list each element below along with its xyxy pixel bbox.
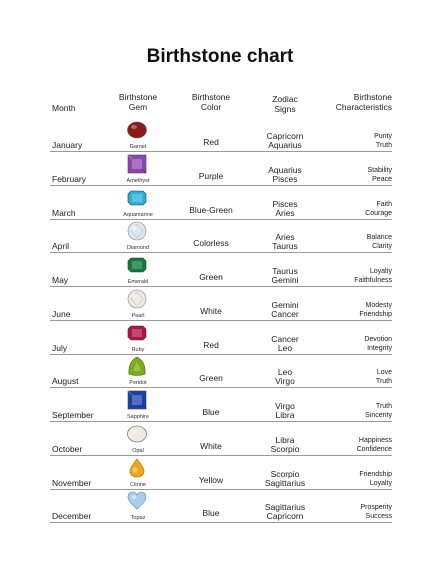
- characteristics-cell: [322, 503, 392, 521]
- color-cell: Colorless: [193, 238, 229, 249]
- header-month-label: Month: [52, 103, 76, 113]
- gem-name-cell: Peridot: [129, 380, 147, 387]
- table-row: [0, 388, 440, 422]
- characteristic: Truth: [375, 378, 392, 386]
- gem-icon: [127, 154, 147, 174]
- characteristic: Courage: [365, 209, 392, 217]
- zodiac-sign: Pisces: [272, 173, 298, 184]
- header-gem: [112, 92, 164, 112]
- table-row: [0, 219, 440, 253]
- characteristic: Success: [365, 513, 392, 521]
- month-cell: November: [52, 477, 92, 488]
- characteristic: Confidence: [356, 445, 392, 453]
- table-row: [0, 321, 440, 355]
- zodiac-sign: Capricorn: [266, 131, 304, 141]
- characteristic: Prosperity: [360, 504, 392, 512]
- characteristic: Loyalty: [369, 268, 392, 275]
- gem-icon: [127, 289, 147, 309]
- characteristic: Stability: [367, 166, 392, 174]
- zodiac-cell: [256, 368, 314, 386]
- characteristics-cell: [322, 470, 392, 488]
- zodiac-sign: Virgo: [275, 401, 295, 411]
- zodiac-cell: [256, 402, 314, 420]
- page-title: Birthstone chart: [146, 46, 294, 67]
- month-cell: October: [52, 443, 83, 454]
- table-row: [0, 152, 440, 186]
- gem-name-cell: Garnet: [129, 144, 147, 150]
- header-zodiac-line2: Signs: [274, 104, 296, 114]
- gem-name-cell: Diamond: [126, 245, 149, 252]
- header-zodiac-line1: Zodiac: [272, 94, 298, 104]
- gem-name-cell: Sapphire: [126, 414, 150, 420]
- zodiac-sign: Aries: [275, 232, 295, 243]
- gem-name-cell: Pearl: [131, 312, 145, 319]
- zodiac-sign: Taurus: [272, 266, 298, 276]
- zodiac-sign: Leo: [277, 367, 293, 378]
- color-cell: Blue-Green: [189, 204, 233, 215]
- characteristic: Loyalty: [369, 479, 392, 487]
- color-cell: Red: [203, 137, 219, 147]
- gem-name-cell: Opal: [132, 447, 144, 454]
- header-gem-line2: Gem: [128, 102, 148, 112]
- month-cell: January: [52, 140, 83, 150]
- characteristic: Love: [376, 369, 392, 377]
- month-cell: March: [52, 207, 76, 218]
- month-cell: June: [52, 308, 71, 319]
- zodiac-sign: Sagittarius: [264, 502, 306, 513]
- characteristics-cell: [322, 132, 392, 150]
- month-cell: May: [52, 275, 69, 285]
- header-char-line1: Birthstone: [353, 92, 392, 102]
- header-gem-line1: Birthstone: [118, 92, 158, 102]
- characteristic: Happiness: [358, 436, 392, 444]
- characteristic: Truth: [375, 403, 392, 410]
- characteristics-cell: [322, 233, 392, 251]
- gem-icon: [127, 221, 147, 241]
- zodiac-cell: [256, 132, 314, 150]
- zodiac-sign: Virgo: [275, 376, 295, 387]
- month-cell: February: [52, 173, 87, 184]
- zodiac-sign: Aquarius: [268, 164, 302, 175]
- zodiac-sign: Cancer: [271, 333, 299, 344]
- characteristics-cell: [322, 166, 392, 184]
- table-row: [0, 118, 440, 152]
- characteristic: Purity: [374, 133, 392, 140]
- header-zodiac: [256, 94, 314, 114]
- zodiac-sign: Pisces: [272, 198, 298, 209]
- gem-name-cell: Topaz: [130, 515, 146, 522]
- zodiac-cell: [256, 436, 314, 454]
- gem-name-cell: Citrine: [130, 481, 146, 488]
- characteristic: Modesty: [365, 301, 392, 309]
- characteristics-cell: [322, 436, 392, 454]
- color-cell: Purple: [198, 170, 224, 181]
- table-row: [0, 354, 440, 388]
- gem-icon: [127, 255, 147, 275]
- zodiac-sign: Scorpio: [270, 443, 300, 454]
- month-cell: April: [52, 241, 70, 252]
- table-row: [0, 253, 440, 287]
- gem-icon: [127, 188, 147, 208]
- characteristic: Truth: [375, 142, 392, 149]
- gem-name-cell: Aquamarine: [123, 211, 153, 218]
- color-cell: Blue: [202, 508, 220, 519]
- gem-icon: [127, 491, 147, 511]
- zodiac-cell: [256, 503, 314, 521]
- characteristic: Clarity: [372, 243, 392, 251]
- table-row: [0, 422, 440, 456]
- characteristics-cell: [322, 335, 392, 353]
- zodiac-sign: Scorpio: [270, 468, 300, 479]
- color-cell: White: [200, 305, 222, 316]
- color-cell: Blue: [202, 407, 220, 417]
- zodiac-sign: Leo: [277, 342, 293, 353]
- zodiac-cell: [256, 267, 314, 285]
- gem-icon: [127, 323, 147, 343]
- zodiac-cell: [256, 335, 314, 353]
- zodiac-sign: Gemini: [271, 275, 299, 285]
- gem-icon: [127, 424, 147, 444]
- characteristics-cell: [322, 267, 392, 285]
- characteristics-cell: [322, 402, 392, 420]
- zodiac-sign: Libra: [275, 410, 295, 420]
- header-color-line1: Birthstone: [191, 92, 231, 102]
- zodiac-sign: Aries: [275, 207, 295, 218]
- characteristic: Faithfulness: [354, 277, 392, 284]
- characteristics-cell: [322, 301, 392, 319]
- color-cell: Green: [199, 272, 223, 282]
- characteristic: Devotion: [364, 335, 392, 343]
- characteristic: Balance: [366, 234, 392, 242]
- color-cell: Red: [203, 339, 219, 350]
- zodiac-sign: Cancer: [271, 308, 299, 319]
- characteristics-cell: [322, 368, 392, 386]
- zodiac-sign: Libra: [275, 434, 295, 445]
- row-divider: [50, 522, 392, 523]
- zodiac-sign: Aquarius: [268, 140, 302, 150]
- characteristic: Peace: [372, 175, 392, 183]
- table-row: [0, 287, 440, 321]
- characteristic: Friendship: [359, 470, 392, 478]
- zodiac-sign: Gemini: [271, 299, 299, 310]
- gem-name-cell: Emerald: [127, 279, 149, 285]
- gem-icon: [127, 356, 147, 376]
- header-month: [52, 103, 76, 113]
- table-row: [0, 489, 440, 523]
- zodiac-sign: Taurus: [272, 241, 298, 252]
- zodiac-cell: [256, 301, 314, 319]
- gem-name-cell: Amethyst: [126, 177, 150, 184]
- header-color-line2: Color: [200, 102, 222, 112]
- header-characteristics: [322, 92, 392, 112]
- table-row: [0, 456, 440, 490]
- zodiac-sign: Capricorn: [266, 511, 304, 522]
- month-cell: December: [52, 511, 92, 522]
- characteristics-cell: [322, 200, 392, 218]
- zodiac-cell: [256, 470, 314, 488]
- characteristic: Integrity: [367, 344, 392, 352]
- gem-icon: [127, 390, 147, 410]
- table-row: [0, 186, 440, 220]
- month-cell: August: [52, 376, 79, 387]
- month-cell: September: [52, 410, 94, 420]
- characteristic: Faith: [376, 200, 392, 208]
- month-cell: July: [52, 342, 68, 353]
- characteristic: Friendship: [359, 310, 392, 318]
- gem-icon: [127, 458, 147, 478]
- gem-icon: [127, 120, 147, 140]
- color-cell: White: [200, 440, 222, 451]
- color-cell: Green: [199, 373, 223, 384]
- zodiac-cell: [256, 233, 314, 251]
- color-cell: Yellow: [198, 474, 224, 485]
- zodiac-cell: [256, 166, 314, 184]
- zodiac-cell: [256, 200, 314, 218]
- header-char-line2: Characteristics: [335, 102, 392, 112]
- header-color: [182, 92, 240, 112]
- zodiac-sign: Sagittarius: [264, 477, 306, 488]
- gem-name-cell: Ruby: [131, 346, 145, 353]
- characteristic: Sincerity: [365, 412, 392, 419]
